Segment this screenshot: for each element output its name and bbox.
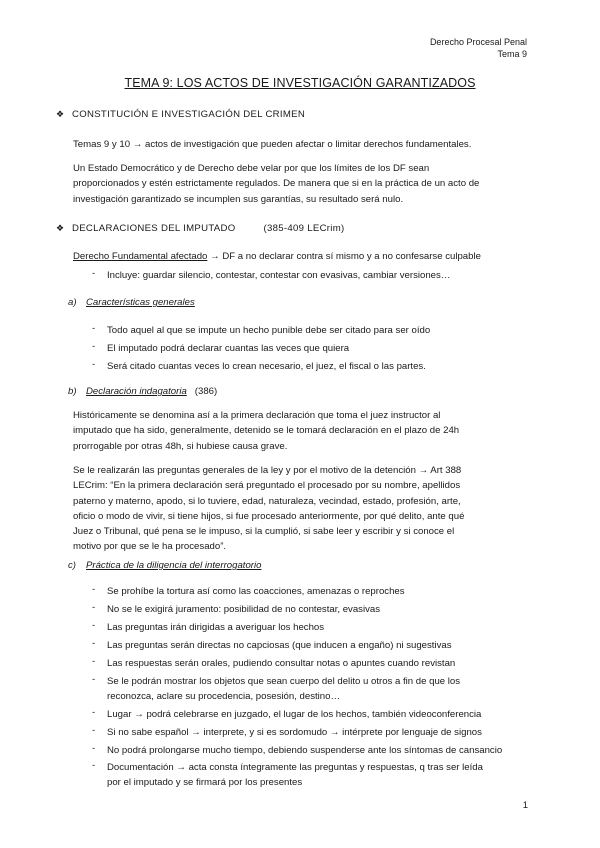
indagatoria-paragraph-1: [73, 408, 530, 454]
list-item: El imputado podrá declarar cuantas las veces que quiera: [107, 343, 350, 354]
df-label: Derecho Fundamental afectado: [73, 251, 208, 262]
list-item: Si no sabe español → interprete, y si es sordomudo → intérprete por lenguaje de signos: [107, 727, 482, 738]
intro-p2-line: investigación garantizado se incumplen sus garantías, su resultado será nulo.: [73, 193, 404, 205]
dash-bullet: -: [92, 656, 96, 667]
subsection-a-heading: [68, 297, 195, 308]
subsection-c-heading: [68, 560, 261, 571]
dash-bullet: -: [92, 359, 96, 370]
diamond-bullet-icon: ❖: [56, 223, 65, 233]
page-title: [0, 76, 600, 90]
subsection-title: Características generales: [86, 297, 195, 308]
list-item-line: Se le podrán mostrar los objetos que sean cuerpo del delito u otros a fin de que los: [107, 676, 461, 687]
page-header: [430, 36, 527, 60]
list-item: Las respuestas serán orales, pudiendo consultar notas o apuntes cuando revistan: [107, 658, 456, 669]
subsection-title: Práctica de la diligencia del interrogatorio: [86, 560, 262, 571]
paragraph-line: motivo por que se le ha procesado”.: [73, 541, 227, 553]
subsection-label: c): [68, 560, 76, 571]
section-heading-text: CONSTITUCIÓN E INVESTIGACIÓN DEL CRIMEN: [72, 109, 306, 120]
paragraph-line: prorrogable por otras 48h, si hubiese causa grave.: [73, 440, 288, 452]
list-item: [107, 760, 530, 791]
list-item: [107, 674, 530, 705]
subsection-reference: (386): [194, 386, 218, 397]
dash-bullet: -: [92, 725, 96, 736]
list-item-line: por el imputado y se firmará por los presentes: [107, 777, 303, 789]
dash-bullet: -: [92, 323, 96, 334]
section-heading-text: DECLARACIONES DEL IMPUTADO: [72, 223, 236, 234]
dash-bullet: -: [92, 584, 96, 595]
subsection-label: a): [68, 297, 77, 308]
intro-p2-line: proporcionados y estén estrictamente regulados. De manera que si en la práctica de un acto de: [73, 178, 480, 190]
dash-bullet: -: [92, 602, 96, 613]
list-item: Las preguntas serán directas no capciosas (que inducen a engaño) ni sugestivas: [107, 640, 452, 651]
list-item: Todo aquel al que se impute un hecho punible debe ser citado para ser oído: [107, 325, 431, 336]
diamond-bullet-icon: ❖: [56, 109, 65, 119]
dash-bullet: -: [92, 638, 96, 649]
paragraph-line: Se le realizarán las preguntas generales de la ley y por el motivo de la detención → Art 388: [73, 465, 462, 476]
dash-bullet: -: [92, 341, 96, 352]
list-item-line: Documentación → acta consta íntegramente las preguntas y respuestas, q tras ser leída: [107, 762, 483, 773]
dash-bullet: -: [92, 760, 96, 771]
indagatoria-paragraph-2: [73, 463, 530, 555]
intro-paragraph-1: Temas 9 y 10 → actos de investigación que pueden afectar o limitar derechos fundamentales.: [73, 139, 472, 150]
df-include: Incluye: guardar silencio, contestar, contestar con evasivas, cambiar versiones…: [107, 270, 451, 281]
list-item: Las preguntas irán dirigidas a averiguar los hechos: [107, 622, 325, 633]
paragraph-line: paterno y materno, apodo, si lo tuviere, edad, naturaleza, vecindad, estado, profesión, arte,: [73, 495, 461, 507]
list-item-line: reconozca, aclare su procedencia, posesión, destino…: [107, 691, 341, 703]
page-number: 1: [522, 800, 528, 811]
section-heading-declaraciones: [56, 223, 345, 234]
title-rest: : LOS ACTOS DE INVESTIGACIÓN GARANTIZADOS: [169, 76, 476, 90]
list-item: Lugar → podrá celebrarse en juzgado, el lugar de los hechos, también videoconferencia: [107, 709, 482, 720]
subsection-label: b): [68, 386, 77, 397]
list-item: Se prohíbe la tortura así como las coacciones, amenazas o reproches: [107, 586, 405, 597]
df-line: [73, 249, 530, 264]
intro-p2-line: Un Estado Democrático y de Derecho debe velar por que los límites de los DF sean: [73, 163, 430, 174]
dash-bullet: -: [92, 707, 96, 718]
paragraph-line: Históricamente se denomina así a la primera declaración que toma el juez instructor al: [73, 410, 441, 421]
section-reference: (385-409 LECrim): [263, 223, 345, 234]
paragraph-line: oficio o modo de vivir, si tiene hijos, si fue procesado anteriormente, por qué delito, ante qué: [73, 510, 465, 522]
subsection-title: Declaración indagatoria: [86, 386, 187, 397]
dash-bullet: -: [92, 743, 96, 754]
paragraph-line: LECrim: “En la primera declaración será preguntado el procesado por su nombre, apellidos: [73, 480, 461, 492]
dash-bullet: -: [92, 268, 96, 279]
dash-bullet: -: [92, 674, 96, 685]
header-course: Derecho Procesal Penal: [429, 37, 527, 47]
paragraph-line: imputado que ha sido, generalmente, detenido se le tomará declaración en el plazo de 24h: [73, 425, 460, 437]
dash-bullet: -: [92, 620, 96, 631]
subsection-b-heading: [68, 386, 217, 397]
header-topic: Tema 9: [497, 49, 527, 59]
list-item: No se le exigirá juramento: posibilidad de no contestar, evasivas: [107, 604, 381, 615]
section-heading-constitucion: [56, 109, 305, 120]
title-prefix: TEMA 9: [124, 76, 170, 90]
list-item: Será citado cuantas veces lo crean necesario, el juez, el fiscal o las partes.: [107, 361, 426, 372]
paragraph-line: Juez o Tribunal, qué pena se le impuso, si la cumplió, si sabe leer y escribir y si conoce el: [73, 526, 455, 538]
intro-paragraph-2: [73, 161, 530, 207]
list-item: No podrá prolongarse mucho tiempo, debiendo suspenderse ante los síntomas de cansancio: [107, 745, 503, 756]
df-text: → DF a no declarar contra sí mismo y a no confesarse culpable: [207, 251, 481, 262]
